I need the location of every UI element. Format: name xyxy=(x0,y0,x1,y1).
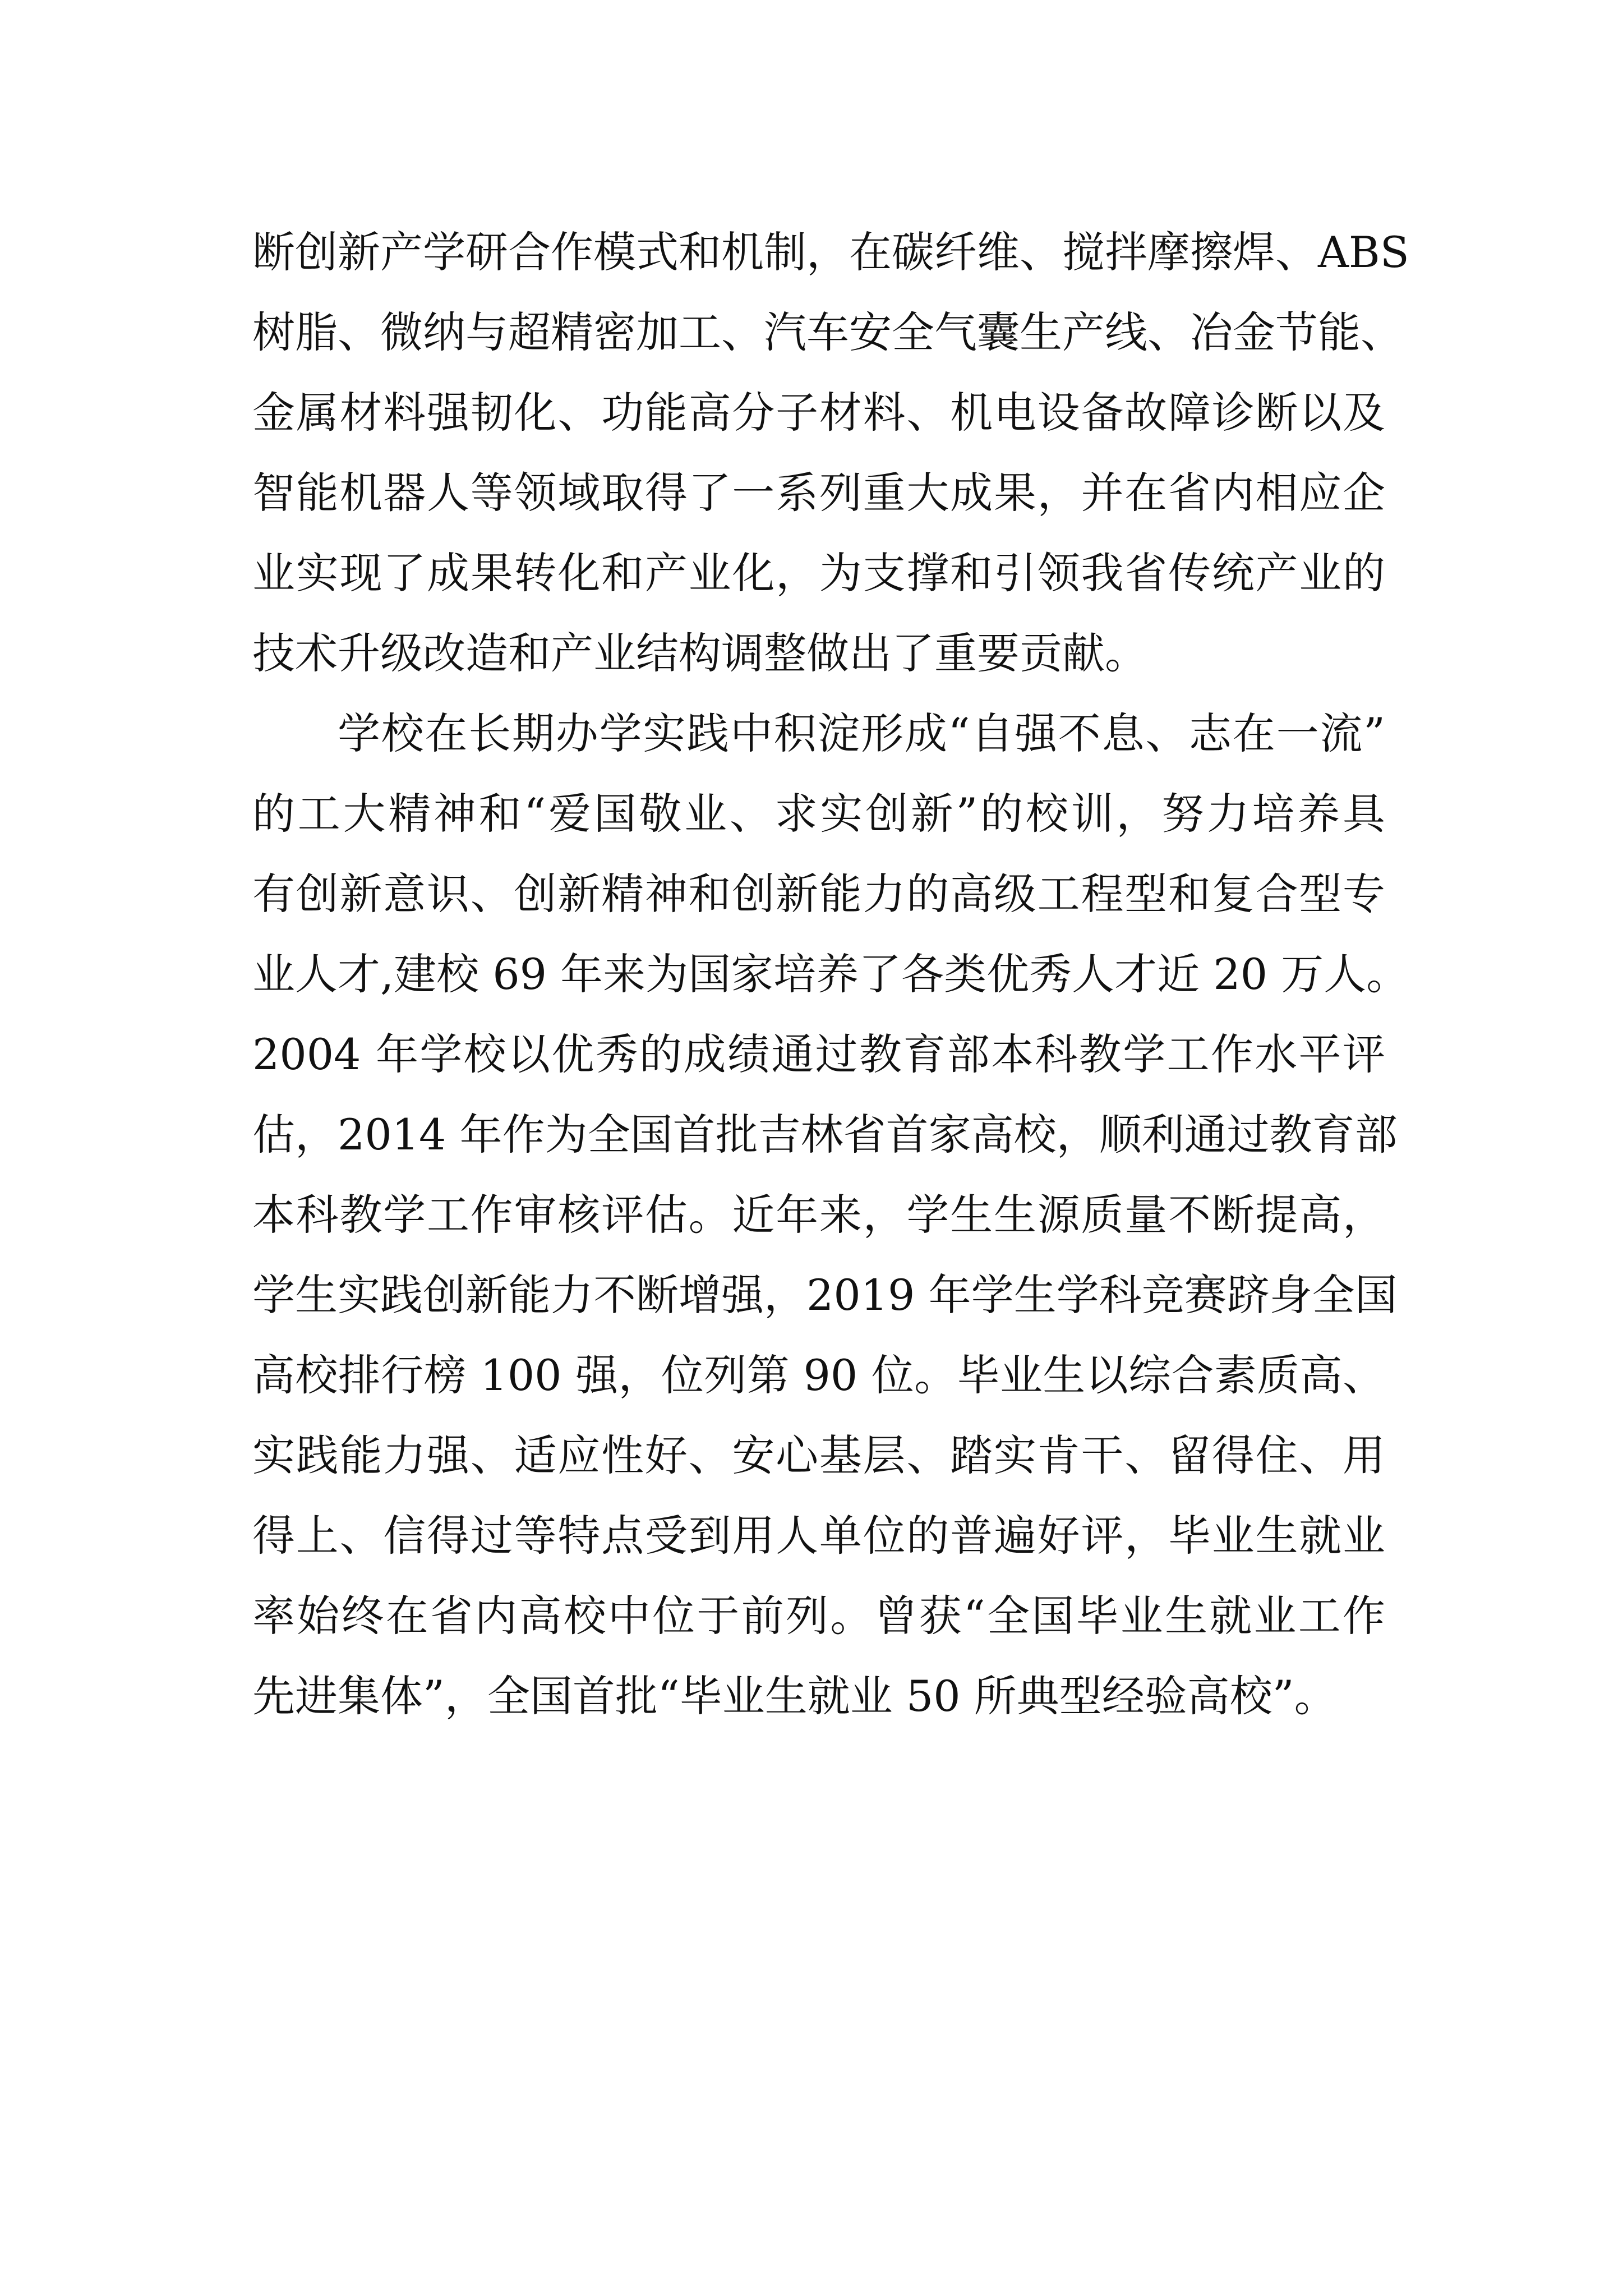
text-line: 2004 年学校以优秀的成绩通过教育部本科教学工作水平评 xyxy=(252,1029,1385,1079)
text-line: 金属材料强韧化、功能高分子材料、机电设备故障诊断以及 xyxy=(252,388,1385,438)
text-line: 率始终在省内高校中位于前列。曾获“全国毕业生就业工作 xyxy=(252,1591,1385,1641)
text-line: 业实现了成果转化和产业化，为支撑和引领我省传统产业的 xyxy=(252,548,1385,598)
text-line: 先进集体”，全国首批“毕业生就业 50 所典型经验高校”。 xyxy=(252,1671,1337,1721)
text-line: 有创新意识、创新精神和创新能力的高级工程型和复合型专 xyxy=(252,869,1385,919)
text-line: 技术升级改造和产业结构调整做出了重要贡献。 xyxy=(252,628,1147,678)
text-line: 高校排行榜 100 强，位列第 90 位。毕业生以综合素质高、 xyxy=(252,1350,1385,1400)
text-line: 实践能力强、适应性好、安心基层、踏实肯干、留得住、用 xyxy=(252,1430,1385,1480)
text-line: 业人才,建校 69 年来为国家培养了各类优秀人才近 20 万人。 xyxy=(252,949,1409,999)
text-line: 得上、信得过等特点受到用人单位的普遍好评，毕业生就业 xyxy=(252,1511,1385,1561)
text-line: 学校在长期办学实践中积淀形成“自强不息、志在一流” xyxy=(338,708,1385,758)
paragraph-2 xyxy=(252,693,1409,1736)
text-line: 的工大精神和“爱国敬业、求实创新”的校训，努力培养具 xyxy=(252,789,1385,839)
text-line: 本科教学工作审核评估。近年来，学生生源质量不断提高， xyxy=(252,1190,1385,1240)
text-line: 估，2014 年作为全国首批吉林省首家高校，顺利通过教育部 xyxy=(252,1110,1398,1159)
text-line: 学生实践创新能力不断增强，2019 年学生学科竞赛跻身全国 xyxy=(252,1270,1398,1320)
paragraph-1 xyxy=(252,212,1409,693)
text-line: 智能机器人等领域取得了一系列重大成果，并在省内相应企 xyxy=(252,468,1385,518)
text-line: 断创新产学研合作模式和机制，在碳纤维、搅拌摩擦焊、ABS xyxy=(252,227,1409,277)
body-text xyxy=(252,212,1409,1736)
text-line: 树脂、微纳与超精密加工、汽车安全气囊生产线、冶金节能、 xyxy=(252,307,1403,357)
